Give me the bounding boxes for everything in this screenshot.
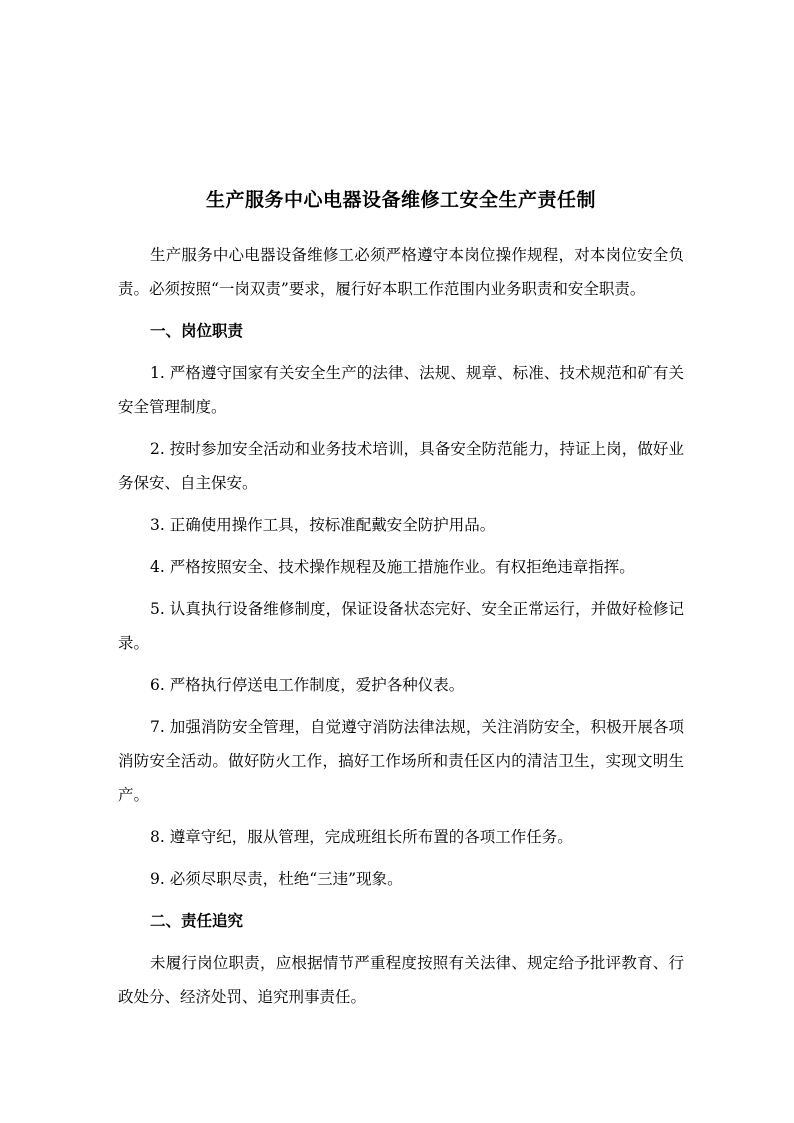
duty-item-3: 3. 正确使用操作工具，按标准配戴安全防护用品。: [150, 516, 496, 534]
accountability-paragraph: 未履行岗位职责，应根据情节严重程度按照有关法律、规定给予批评教育、行政处分、经济处罚、追究刑事责任。: [118, 954, 684, 1006]
duty-item-9: 9. 必须尽职尽责，杜绝“三违”现象。: [150, 870, 403, 888]
intro-paragraph: 生产服务中心电器设备维修工必须严格遵守本岗位操作规程，对本岗位安全负责。必须按照“一岗双责”要求，履行好本职工作范围内业务职责和安全职责。: [118, 246, 684, 298]
duty-item-1: 1. 严格遵守国家有关安全生产的法律、法规、规章、标准、技术规范和矿有关安全管理制度。: [118, 364, 684, 416]
document-page: [118, 182, 684, 1022]
section-heading-accountability: 二、责任追究: [150, 911, 244, 930]
section-heading-duties: 一、岗位职责: [150, 321, 244, 340]
duty-item-5: 5. 认真执行设备维修制度，保证设备状态完好、安全正常运行，并做好检修记录。: [118, 600, 684, 652]
duty-item-8: 8. 遵章守纪，服从管理，完成班组长所布置的各项工作任务。: [150, 828, 573, 846]
duty-item-4: 4. 严格按照安全、技术操作规程及施工措施作业。有权拒绝违章指挥。: [150, 558, 635, 576]
duty-item-7: 7. 加强消防安全管理，自觉遵守消防法律法规，关注消防安全，积极开展各项消防安全活动。做好防火工作，搞好工作场所和责任区内的清洁卫生，实现文明生产。: [118, 718, 684, 804]
duty-item-6: 6. 严格执行停送电工作制度，爱护各种仪表。: [150, 676, 465, 694]
document-title: 生产服务中心电器设备维修工安全生产责任制: [205, 189, 596, 211]
duty-item-2: 2. 按时参加安全活动和业务技术培训，具备安全防范能力，持证上岗，做好业务保安、自主保安。: [118, 440, 684, 492]
